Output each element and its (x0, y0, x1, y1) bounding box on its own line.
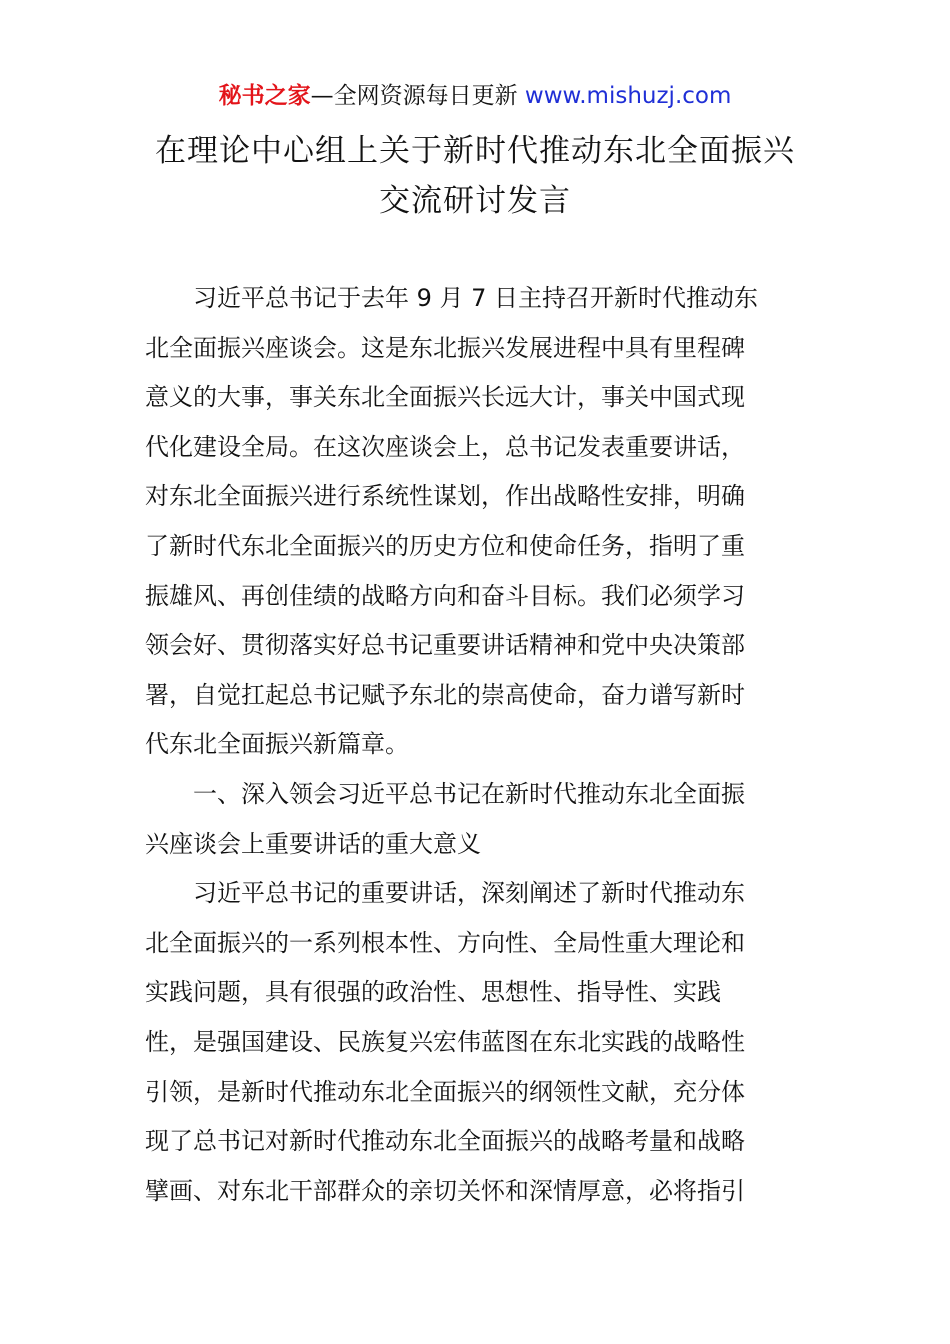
body-line: 了新时代东北全面振兴的历史方位和使命任务，指明了重 (145, 531, 745, 560)
document-title-line-2: 交流研讨发言 (379, 183, 571, 219)
body-line: 引领，是新时代推动东北全面振兴的纲领性文献，充分体 (145, 1077, 745, 1106)
body-line: 北全面振兴的一系列根本性、方向性、全局性重大理论和 (145, 928, 745, 957)
body-line: 代东北全面振兴新篇章。 (145, 730, 409, 759)
body-line: 对东北全面振兴进行系统性谋划，作出战略性安排，明确 (145, 482, 745, 511)
body-line: 习近平总书记的重要讲话，深刻阐述了新时代推动东 (193, 879, 745, 908)
body-line: 振雄风、再创佳绩的战略方向和奋斗目标。我们必须学习 (145, 581, 745, 610)
body-line: 性，是强国建设、民族复兴宏伟蓝图在东北实践的战略性 (145, 1027, 745, 1056)
body-line: 擘画、对东北干部群众的亲切关怀和深情厚意，必将指引 (145, 1176, 745, 1205)
body-line: 代化建设全局。在这次座谈会上，总书记发表重要讲话， (145, 432, 745, 461)
site-brand: 秘书之家 (218, 83, 311, 109)
body-line: 领会好、贯彻落实好总书记重要讲话精神和党中央决策部 (145, 631, 745, 660)
body-line: 习近平总书记于去年 9 月 7 日主持召开新时代推动东 (193, 284, 759, 312)
site-header (0, 80, 950, 112)
body-line: 实践问题，具有很强的政治性、思想性、指导性、实践 (145, 978, 721, 1007)
site-url-link[interactable]: www.mishuzj.com (524, 83, 732, 109)
site-tagline: —全网资源每日更新 (310, 83, 518, 109)
document-title (0, 126, 950, 226)
document-title-line-1: 在理论中心组上关于新时代推动东北全面振兴 (155, 133, 795, 169)
body-line: 现了总书记对新时代推动东北全面振兴的战略考量和战略 (145, 1127, 745, 1156)
section-heading-line: 一、深入领会习近平总书记在新时代推动东北全面振 (193, 779, 745, 808)
document-body (145, 274, 810, 1216)
body-line: 北全面振兴座谈会。这是东北振兴发展进程中具有里程碑 (145, 333, 745, 362)
body-line: 意义的大事，事关东北全面振兴长远大计，事关中国式现 (145, 383, 745, 412)
body-line: 署，自觉扛起总书记赋予东北的崇高使命，奋力谱写新时 (145, 680, 745, 709)
section-heading-line: 兴座谈会上重要讲话的重大意义 (145, 829, 481, 858)
